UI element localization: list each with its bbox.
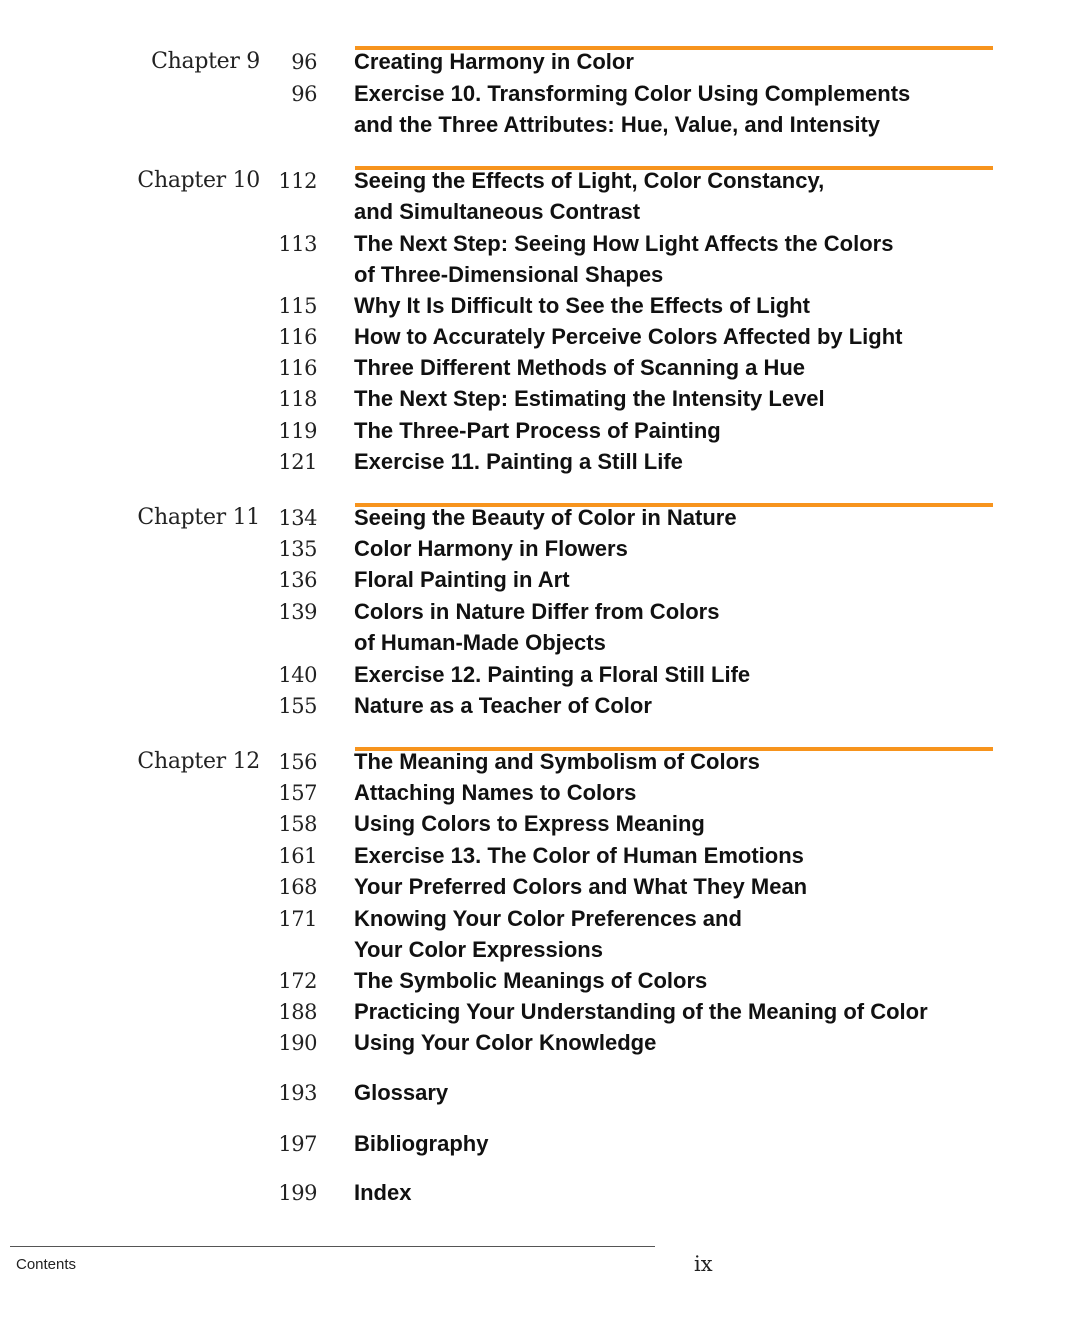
entry-title: Using Your Color Knowledge bbox=[354, 1030, 657, 1055]
page-number: 172 bbox=[278, 969, 317, 993]
page-number: 199 bbox=[278, 1181, 317, 1205]
entry-title: The Next Step: Estimating the Intensity Level bbox=[354, 386, 825, 411]
entry-title: Glossary bbox=[354, 1080, 449, 1105]
entry-title: The Meaning and Symbolism of Colors bbox=[354, 749, 760, 774]
toc-entry-bibliography[interactable] bbox=[0, 1131, 1071, 1162]
page-number: 157 bbox=[278, 781, 317, 805]
entry-title: The Three-Part Process of Painting bbox=[354, 418, 721, 443]
chapter-label: Chapter 9 bbox=[151, 49, 260, 74]
page-number: 96 bbox=[291, 50, 317, 74]
entry-title-line2: of Three-Dimensional Shapes bbox=[354, 262, 664, 287]
entry-title: Three Different Methods of Scanning a Hue bbox=[354, 355, 806, 380]
toc-entry[interactable] bbox=[0, 324, 1071, 355]
entry-title: Color Harmony in Flowers bbox=[354, 536, 628, 561]
toc-entry[interactable] bbox=[0, 386, 1071, 417]
page-number: 168 bbox=[278, 875, 317, 899]
toc-entry[interactable] bbox=[0, 536, 1071, 567]
toc-entry-continuation bbox=[0, 199, 1071, 230]
toc-entry[interactable] bbox=[0, 811, 1071, 842]
page-number: 139 bbox=[278, 600, 317, 624]
toc-entry[interactable] bbox=[0, 81, 1071, 112]
toc-entry-continuation bbox=[0, 112, 1071, 143]
page-number: 96 bbox=[291, 82, 317, 106]
entry-title-line2: and the Three Attributes: Hue, Value, and Intensity bbox=[354, 112, 881, 137]
entry-title: The Symbolic Meanings of Colors bbox=[354, 968, 708, 993]
toc-entry[interactable] bbox=[0, 231, 1071, 262]
entry-title-line2: Your Color Expressions bbox=[354, 937, 603, 962]
page-number: 197 bbox=[278, 1132, 317, 1156]
page-number: 156 bbox=[278, 750, 317, 774]
entry-title: Attaching Names to Colors bbox=[354, 780, 637, 805]
entry-title: Index bbox=[354, 1180, 412, 1205]
toc-entry[interactable] bbox=[0, 293, 1071, 324]
toc-entry[interactable] bbox=[0, 906, 1071, 937]
toc-entry-continuation bbox=[0, 262, 1071, 293]
footer-rule bbox=[10, 1246, 655, 1247]
toc-entry[interactable] bbox=[0, 662, 1071, 693]
page-number: 190 bbox=[278, 1031, 317, 1055]
page-number: 118 bbox=[278, 387, 317, 411]
entry-title: Exercise 11. Painting a Still Life bbox=[354, 449, 683, 474]
page-number: 136 bbox=[278, 568, 317, 592]
page-number: 140 bbox=[278, 663, 317, 687]
entry-title: How to Accurately Perceive Colors Affected by Light bbox=[354, 324, 903, 349]
page-number: 155 bbox=[278, 694, 317, 718]
toc-entry[interactable] bbox=[0, 1030, 1071, 1061]
toc-entry[interactable] bbox=[0, 749, 1071, 780]
page-number: 193 bbox=[278, 1081, 317, 1105]
toc-entry-continuation bbox=[0, 937, 1071, 968]
page-number: 161 bbox=[278, 844, 317, 868]
footer-section-label: Contents bbox=[16, 1256, 77, 1273]
toc-entry[interactable] bbox=[0, 999, 1071, 1030]
entry-title-line2: and Simultaneous Contrast bbox=[354, 199, 641, 224]
page-number: 115 bbox=[278, 294, 317, 318]
entry-title: Bibliography bbox=[354, 1131, 489, 1156]
chapter-label: Chapter 12 bbox=[137, 749, 260, 774]
page-number: 119 bbox=[278, 419, 317, 443]
toc-entry[interactable] bbox=[0, 168, 1071, 199]
entry-title: Using Colors to Express Meaning bbox=[354, 811, 705, 836]
entry-title: Seeing the Beauty of Color in Nature bbox=[354, 505, 737, 530]
toc-entry[interactable] bbox=[0, 599, 1071, 630]
toc-entry[interactable] bbox=[0, 874, 1071, 905]
toc-entry[interactable] bbox=[0, 968, 1071, 999]
toc-entry[interactable] bbox=[0, 418, 1071, 449]
entry-title: Colors in Nature Differ from Colors bbox=[354, 599, 720, 624]
page-number: 158 bbox=[278, 812, 317, 836]
toc-entry[interactable] bbox=[0, 693, 1071, 724]
toc-entry-glossary[interactable] bbox=[0, 1080, 1071, 1111]
page-number: 116 bbox=[278, 356, 317, 380]
footer-page-number: ix bbox=[694, 1252, 713, 1276]
page-number: 112 bbox=[278, 169, 317, 193]
toc-entry[interactable] bbox=[0, 780, 1071, 811]
entry-title: Exercise 12. Painting a Floral Still Life bbox=[354, 662, 751, 687]
toc-entry[interactable] bbox=[0, 449, 1071, 480]
toc-entry[interactable] bbox=[0, 567, 1071, 598]
toc-entry-index[interactable] bbox=[0, 1180, 1071, 1211]
toc-entry[interactable] bbox=[0, 505, 1071, 536]
page-number: 188 bbox=[278, 1000, 317, 1024]
entry-title: Creating Harmony in Color bbox=[354, 49, 634, 74]
entry-title: Exercise 13. The Color of Human Emotions bbox=[354, 843, 804, 868]
entry-title: Exercise 10. Transforming Color Using Complements bbox=[354, 81, 911, 106]
page-number: 116 bbox=[278, 325, 317, 349]
entry-title: Knowing Your Color Preferences and bbox=[354, 906, 742, 931]
page-number: 135 bbox=[278, 537, 317, 561]
entry-title: The Next Step: Seeing How Light Affects the Colors bbox=[354, 231, 894, 256]
chapter-label: Chapter 10 bbox=[137, 168, 260, 193]
chapter-label: Chapter 11 bbox=[137, 505, 260, 530]
entry-title: Practicing Your Understanding of the Meaning of Color bbox=[354, 999, 928, 1024]
page-number: 113 bbox=[278, 232, 317, 256]
entry-title: Why It Is Difficult to See the Effects of Light bbox=[354, 293, 810, 318]
toc-entry[interactable] bbox=[0, 355, 1071, 386]
toc-entry[interactable] bbox=[0, 843, 1071, 874]
toc-entry[interactable] bbox=[0, 49, 1071, 80]
entry-title: Nature as a Teacher of Color bbox=[354, 693, 652, 718]
entry-title: Seeing the Effects of Light, Color Constancy, bbox=[354, 168, 825, 193]
entry-title: Your Preferred Colors and What They Mean bbox=[354, 874, 808, 899]
page-number: 121 bbox=[278, 450, 317, 474]
toc-entry-continuation bbox=[0, 630, 1071, 661]
entry-title-line2: of Human-Made Objects bbox=[354, 630, 606, 655]
entry-title: Floral Painting in Art bbox=[354, 567, 570, 592]
page-number: 134 bbox=[278, 506, 317, 530]
page-number: 171 bbox=[278, 907, 317, 931]
